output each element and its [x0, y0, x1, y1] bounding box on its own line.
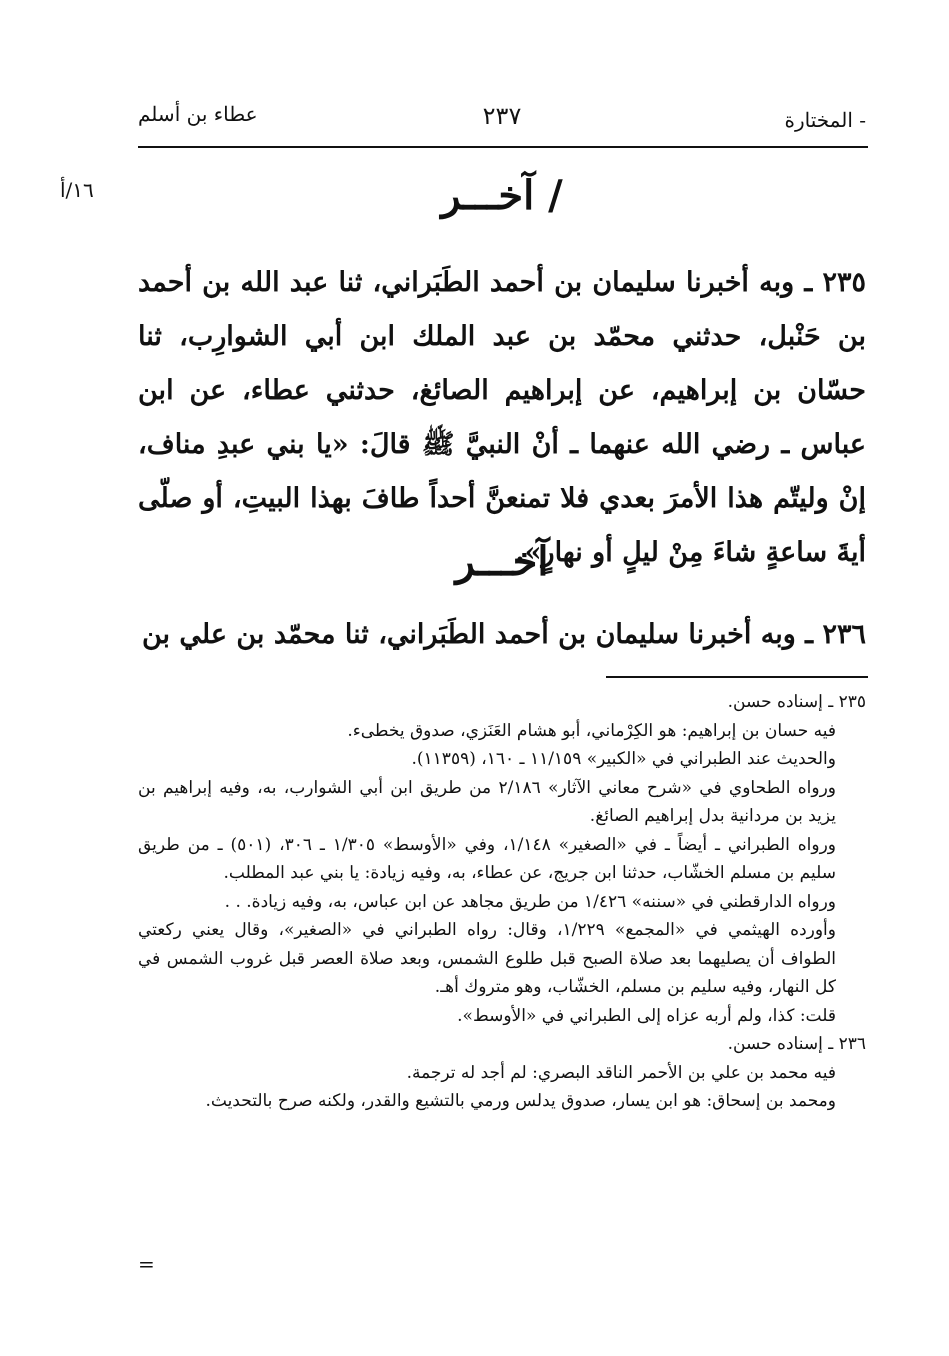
continuation-mark: = — [138, 1252, 155, 1276]
hadith-235-text: ٢٣٥ ـ وبه أخبرنا سليمان بن أحمد الطَبَراني، ثنا عبد الله بن أحمد بن حَنْبل، حدثني محمّد بن عبد الملك ابن أبي الشوارِب، ثنا حسّان بن إبراهيم، عن إبراهيم الصائغ، حدثني عطاء، عن ابن عباس ـ رضي الله عنهما ـ أنْ النبيَّ ﷺ قالَ: «يا بني عبدِ مناف، إنْ وليتّم هذا الأمرَ بعدي فلا تمنعنَّ أحداً طافَ بهذا البيتِ، أو صلّى أيةَ ساعةٍ شاءَ مِنْ ليلٍ أو نهارٍ». — [138, 267, 866, 568]
footnote-line: والحديث عند الطبراني في «الكبير» ١١/١٥٩ ـ ١٦٠، (١١٣٥٩). — [411, 749, 836, 769]
footnote-line: ٢٣٦ ـ إسناده حسن. — [727, 1034, 866, 1054]
section-title-1: / آخـــر — [441, 172, 563, 219]
footnote-line: ورواه الطحاوي في «شرح معاني الآثار» ٢/١٨٦ من طريق ابن أبي الشوارب، به، وفيه إبراهيم بن يزيد بن مردانية بدل إبراهيم الصائغ. — [138, 777, 836, 826]
footnote-line: وأورده الهيثمي في «المجمع» ١/٢٢٩، وقال: رواه الطبراني في «الصغير»، وقال يعني ركعتي الطواف أن يصليهما بعد صلاة الصبح قبل طلوع الشمس، وبعد صلاة العصر قبل غروب الشمس في كل النهار، وفيه سليم بن مسلم، الخشّاب، وهو متروك أهـ. — [138, 920, 836, 997]
footnotes — [138, 688, 866, 1116]
running-header — [138, 100, 866, 140]
page-number: ٢٣٧ — [482, 102, 522, 130]
footnote-line: فيه حسان بن إبراهيم: هو الكِرْماني، أبو هشام العَنَزي، صدوق يخطىء. — [347, 720, 836, 741]
footnote-line: ورواه الدارقطني في «سننه» ١/٤٢٦ من طريق مجاهد عن ابن عباس، به، وفيه زيادة. . . — [224, 891, 836, 912]
footnote-divider — [606, 676, 868, 678]
header-chapter-title: عطاء بن أسلم — [138, 102, 258, 126]
hadith-236-text: ٢٣٦ ـ وبه أخبرنا سليمان بن أحمد الطَبَراني، ثنا محمّد بن علي بن — [141, 619, 866, 650]
footnote-line: قلت: كذا، ولم أربه عزاه إلى الطبراني في «الأوسط». — [457, 1005, 836, 1026]
footnote-line: ورواه الطبراني ـ أيضاً ـ في «الصغير» ١/١٤٨، وفي «الأوسط» ١/٣٠٥ ـ ٣٠٦، (٥٠١) ـ من طريق سليم بن مسلم الخشّاب، حدثنا ابن جريج، عن عطاء، به، وفيه زيادة: يا بني عبد المطلب. — [138, 834, 836, 883]
header-book-title: - المختارة — [784, 108, 866, 132]
footnote-line: ومحمد بن إسحاق: هو ابن يسار، صدوق يدلس ورمي بالتشيع والقدر، ولكنه صرح بالتحديث. — [205, 1091, 836, 1111]
section-title-2: آخـــر — [455, 538, 549, 585]
footnote-line: فيه محمد بن علي بن الأحمر الناقد البصري: لم أجد له ترجمة. — [406, 1062, 836, 1083]
header-divider — [138, 146, 868, 148]
manuscript-folio-note: ١٦/أ — [60, 178, 94, 202]
footnote-line: ٢٣٥ ـ إسناده حسن. — [727, 692, 866, 712]
